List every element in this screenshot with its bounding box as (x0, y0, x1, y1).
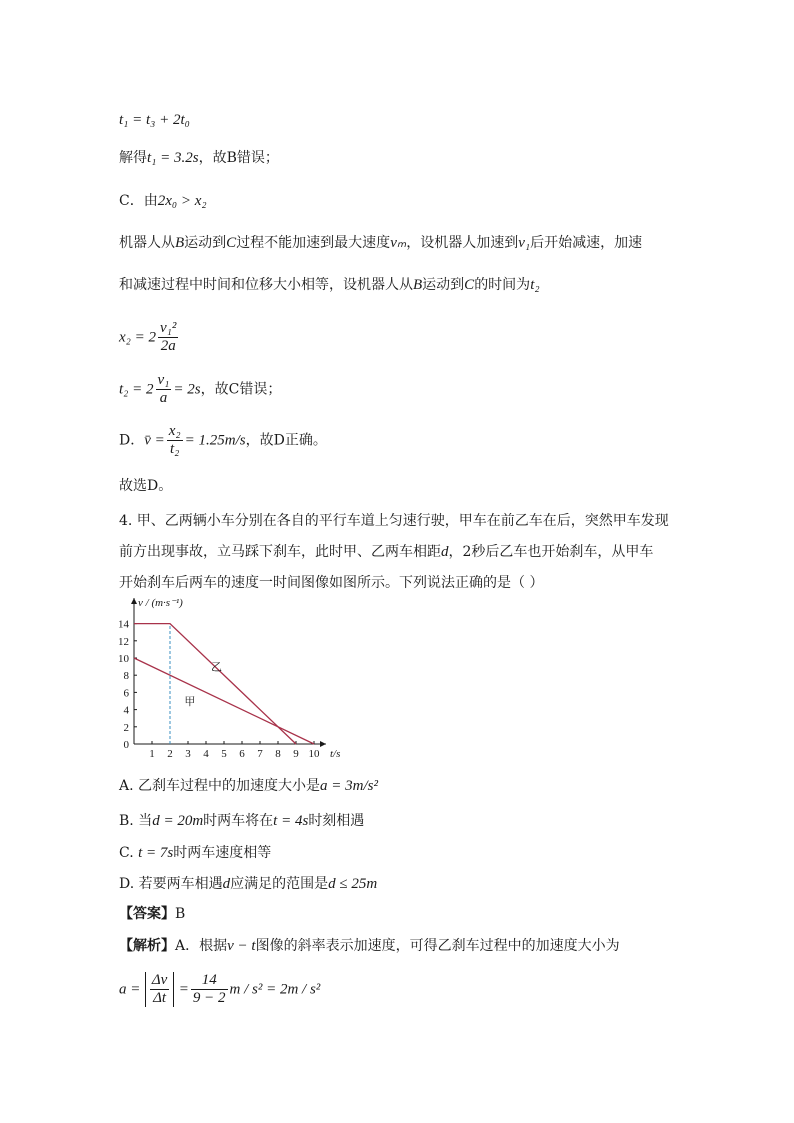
stem-text: 开始刹车后两车的速度一时间图像如图所示。下列说法正确的是（ ） (119, 575, 544, 591)
option-text: A. 乙刹车过程中的加速度大小是 (119, 778, 321, 794)
answer-tag: 【答案】 (119, 906, 175, 922)
solve-prefix: 解得 (119, 150, 147, 166)
analysis-line (119, 936, 620, 956)
solve-line (119, 148, 279, 168)
option-d-analysis (119, 423, 327, 458)
option-text: 时刻相遇 (308, 813, 365, 829)
x-tick-label: 1 (149, 748, 155, 760)
numerator: v₁² (160, 320, 177, 336)
answer-line (119, 904, 185, 924)
point-b: B (413, 277, 423, 293)
point-c: C (464, 277, 475, 293)
text: 过程不能加速到最大速度 (236, 235, 391, 251)
option-text: 时两车速度相等 (173, 845, 272, 861)
acceleration-formula (119, 972, 320, 1007)
d-rhs: = 1.25m/s (184, 432, 246, 449)
stem-text: 4. 甲、乙两辆小车分别在各自的平行车道上匀速行驶，甲车在前乙车在后，突然甲车发现 (119, 513, 669, 529)
paragraph-line-2 (119, 275, 540, 295)
x2-lhs: x₂ = 2 (119, 329, 156, 346)
absolute-value (145, 972, 174, 1007)
series-label-yi: 乙 (211, 661, 222, 674)
y-axis-arrow (131, 598, 137, 604)
option-text: 应满足的范围是 (230, 876, 329, 892)
option-math: d ≤ 25m (328, 876, 378, 892)
text: 的时间为 (474, 277, 531, 293)
series-label-jia: 甲 (184, 696, 196, 708)
y-tick-label: 6 (123, 687, 129, 700)
equation-text: t₁ = t₃ + 2t₀ (119, 112, 190, 128)
d-symbol: d (441, 544, 449, 560)
x-axis-arrow (320, 741, 326, 747)
analysis-tag: 【解析】 (119, 938, 175, 954)
y-tick-label: 4 (123, 704, 129, 717)
option-c-analysis (119, 191, 207, 211)
equals: = (178, 981, 189, 998)
option-text: 时两车将在 (203, 813, 274, 829)
option-math: d = 20m (152, 813, 204, 829)
d-suffix: ，故D正确。 (245, 432, 327, 449)
fraction (191, 972, 228, 1007)
numerator: x₂ (168, 423, 181, 439)
option-text: C. (119, 845, 139, 861)
series-line-1 (134, 658, 314, 744)
series-line-0 (134, 624, 296, 744)
text: ，设机器人加速到 (406, 235, 519, 251)
option-math: t = 4s (273, 813, 309, 829)
t2-lhs: t₂ = 2 (119, 381, 154, 398)
option-d[interactable] (119, 874, 377, 894)
x-tick-label: 4 (203, 748, 209, 760)
numerator: 14 (191, 972, 228, 990)
equation-t1 (119, 110, 190, 130)
y-tick-label: 14 (118, 618, 129, 631)
stem-text: ，2秒后乙车也开始刹车，从甲车 (448, 544, 654, 560)
text: 机器人从 (119, 235, 175, 251)
d-lhs: v̄ = (144, 432, 165, 449)
denominator: t₂ (170, 441, 180, 457)
v1-symbol: v₁ (518, 235, 531, 251)
t2-rhs: = 2s (173, 381, 201, 398)
paragraph-line-1 (119, 233, 642, 253)
solve-value: t₁ = 3.2s (147, 150, 199, 166)
option-math: t = 7s (138, 845, 174, 861)
t2-suffix: ，故C错误； (200, 381, 282, 398)
option-math: d (222, 876, 231, 892)
question-stem-line-1 (119, 511, 669, 531)
y-tick-label: 12 (118, 635, 129, 648)
denominator: 2a (160, 338, 176, 354)
option-text: B. 当 (119, 813, 153, 829)
t2-symbol: t₂ (530, 277, 540, 293)
y-tick-label: 2 (123, 721, 129, 734)
formula-rhs: m / s² = 2m / s² (229, 981, 321, 998)
fraction (167, 423, 183, 458)
solve-suffix: ，故B错误； (198, 150, 279, 166)
c-expression: 2x₀ > x₂ (157, 193, 207, 209)
numerator: v₁ (157, 372, 170, 388)
x-axis-label: t/s (330, 748, 341, 760)
option-b[interactable] (119, 811, 364, 831)
question-stem-line-2 (119, 542, 653, 562)
y-axis-label: v / (m·s⁻¹) (138, 597, 183, 609)
velocity-time-chart (112, 594, 352, 764)
text: 运动到 (184, 235, 227, 251)
option-a[interactable] (119, 776, 378, 796)
option-math: a = 3m/s² (320, 778, 378, 794)
text: 和减速过程中时间和位移大小相等，设机器人从 (119, 277, 413, 293)
x-tick-label: 8 (275, 748, 281, 760)
denominator: a (159, 390, 168, 406)
question-stem-line-3 (119, 573, 543, 593)
analysis-text: 图像的斜率表示加速度，可得乙刹车过程中的加速度大小为 (255, 938, 620, 954)
analysis-text: A．根据 (175, 938, 228, 954)
numerator: Δv (151, 972, 168, 988)
text: 运动到 (422, 277, 465, 293)
answer-value: B (175, 906, 186, 922)
equation-t2 (119, 372, 281, 407)
d-label: D． (119, 432, 145, 449)
point-c: C (226, 235, 237, 251)
x-tick-label: 3 (185, 748, 191, 760)
text: 后开始减速，加速 (530, 235, 643, 251)
analysis-math: v − t (227, 938, 256, 954)
x-tick-label: 10 (308, 748, 320, 760)
option-c[interactable] (119, 843, 271, 863)
denominator: 9 − 2 (192, 990, 226, 1006)
x-tick-label: 5 (221, 748, 227, 760)
c-label: C．由 (119, 193, 158, 209)
equation-x2 (119, 320, 180, 355)
y-tick-label: 10 (118, 653, 129, 665)
point-b: B (175, 235, 185, 251)
x-tick-label: 7 (257, 748, 263, 760)
x-tick-label: 2 (167, 748, 173, 760)
denominator: Δt (153, 990, 167, 1006)
formula-lhs: a = (119, 981, 141, 998)
fraction (158, 320, 178, 355)
choose-line (119, 476, 172, 496)
fraction (156, 372, 172, 407)
x-tick-label: 9 (293, 748, 299, 760)
y-tick-label: 0 (123, 739, 129, 751)
choose-text: 故选D。 (119, 478, 173, 494)
x-tick-label: 6 (239, 748, 245, 760)
vm-symbol: vₘ (390, 235, 407, 251)
stem-text: 前方出现事故，立马踩下刹车，此时甲、乙两车相距 (119, 544, 441, 560)
y-tick-label: 8 (123, 670, 129, 683)
option-text: D. 若要两车相遇 (119, 876, 223, 892)
